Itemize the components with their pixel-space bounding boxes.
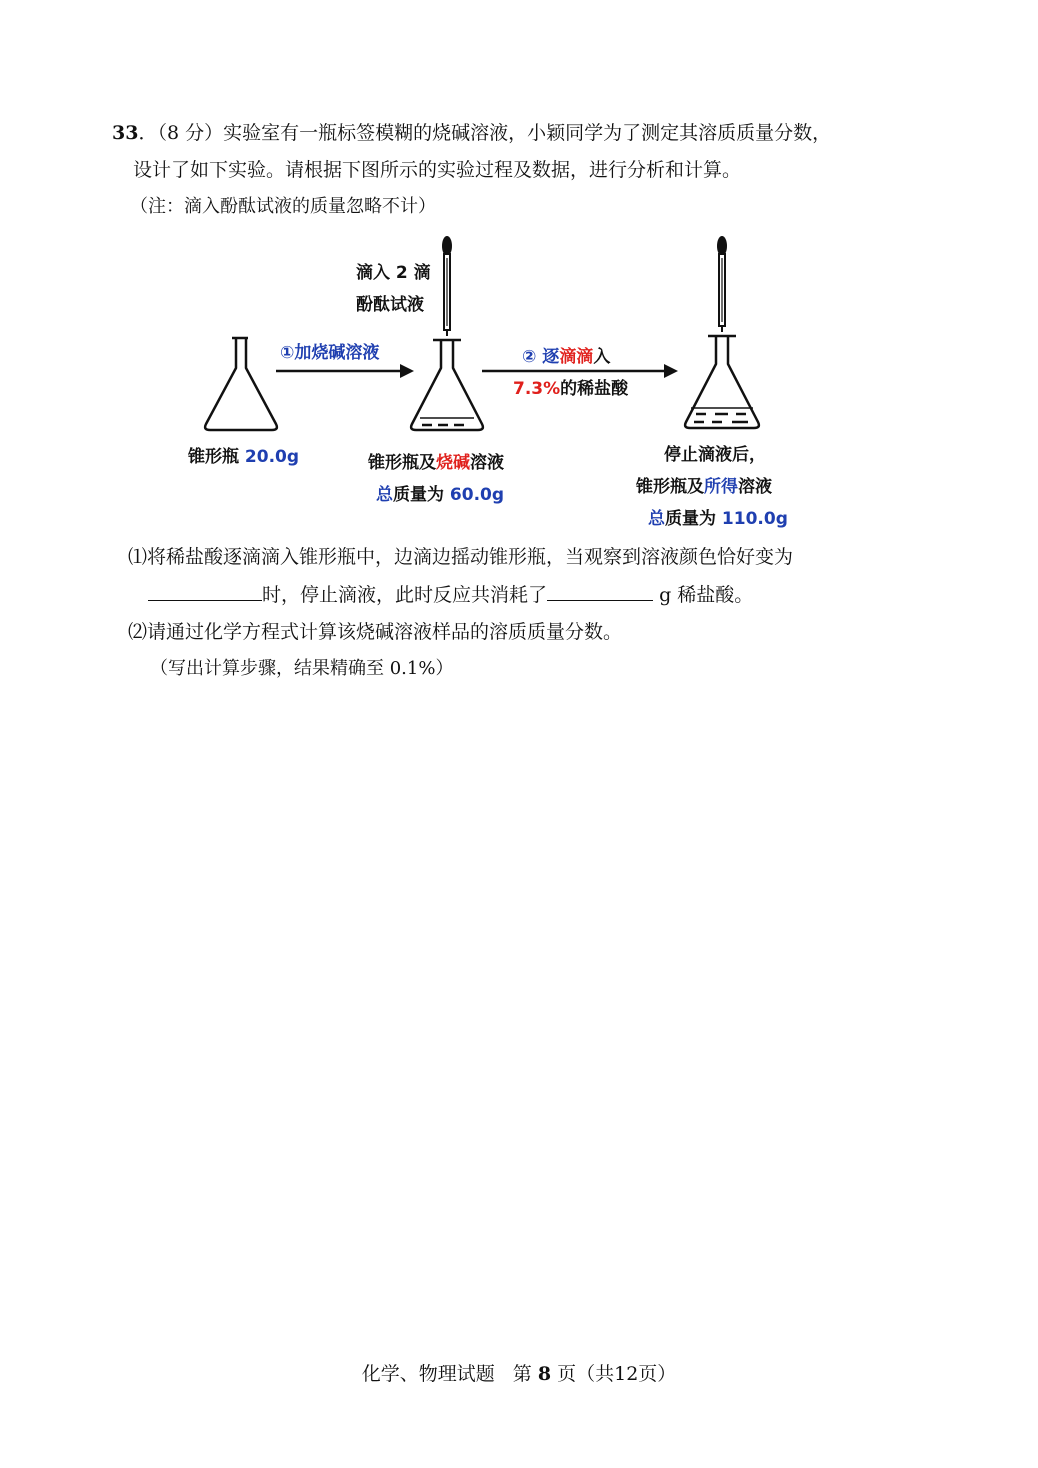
flask-2-total: 总 [376, 485, 393, 505]
part-2-line-2: （写出计算步骤，结果精确至 0.1%） [150, 658, 454, 679]
step-2-acid: 的稀盐酸 [560, 379, 629, 399]
dropper-2-icon [717, 236, 727, 332]
flask-3-total: 总 [648, 509, 665, 529]
flask-3-caption-b: 所得 [704, 477, 738, 497]
part-2-line-1: ⑵请通过化学方程式计算该烧碱溶液样品的溶质质量分数。 [128, 621, 623, 643]
footer-page-number: 8 [537, 1363, 552, 1385]
step-1-label: ①加烧碱溶液 [280, 343, 380, 363]
dropper-1-icon [442, 236, 452, 336]
flask-3-caption-line-1: 停止滴液后， [664, 445, 766, 465]
flask-2-caption-c: 溶液 [470, 453, 504, 473]
step-2-prefix: ② 逐 [522, 347, 560, 367]
question-intro-text-1: ．（8 分）实验室有一瓶标签模糊的烧碱溶液，小颖同学为了测定其溶质质量分数， [138, 122, 832, 144]
flask-3-caption-a: 锥形瓶及 [636, 477, 704, 497]
flask-3-caption-line-2 [636, 476, 772, 498]
flask-2-caption-b: 烧碱 [436, 453, 470, 473]
question-number: 33 [112, 122, 139, 144]
dropper-1-label-line-1: 滴入 2 滴 [356, 263, 431, 283]
mass-answer-blank[interactable] [547, 582, 653, 601]
flask-2-mass-label: 质量为 [393, 485, 444, 505]
flask-1-label: 锥形瓶 [188, 447, 239, 467]
step-2-label [522, 346, 610, 368]
flask-2-caption-a: 锥形瓶及 [368, 453, 436, 473]
flask-2-icon [411, 340, 483, 430]
part-1-mid-text: 时，停止滴液，此时反应共消耗了 [262, 584, 548, 606]
flask-1-mass: 20.0g [244, 447, 300, 467]
question-intro-line-1 [112, 121, 831, 145]
step-2-suffix: 入 [593, 347, 611, 367]
part-1-line-1: ⑴将稀盐酸逐滴滴入锥形瓶中，边滴边摇动锥形瓶，当观察到溶液颜色恰好变为 [128, 546, 794, 568]
experiment-diagram [170, 228, 850, 538]
part-1-line-2 [148, 582, 753, 607]
step-2-acid-label [513, 378, 628, 400]
step-2-concentration: 7.3% [513, 379, 561, 399]
flask-3-mass-label: 质量为 [665, 509, 716, 529]
dropper-1-label-line-2: 酚酞试液 [356, 295, 424, 315]
flask-3-icon [685, 336, 759, 428]
footer-page-suffix: 页） [638, 1363, 677, 1385]
flask-1-caption [188, 446, 299, 468]
question-intro-line-2: 设计了如下实验。请根据下图所示的实验过程及数据，进行分析和计算。 [133, 159, 742, 181]
footer-page-mid: 页（共 [557, 1363, 615, 1385]
step-2-drip: 滴滴 [559, 347, 594, 367]
flask-3-caption-line-3 [648, 508, 788, 530]
flask-3-mass: 110.0g [721, 509, 788, 529]
flask-2-caption-line-1 [368, 452, 504, 474]
footer-page-prefix: 第 [512, 1363, 532, 1385]
footer-subject: 化学、物理试题 [361, 1363, 495, 1385]
question-note: （注：滴入酚酞试液的质量忽略不计） [130, 196, 436, 217]
flask-1-icon [205, 338, 277, 430]
page-footer [0, 1362, 1038, 1386]
color-answer-blank[interactable] [148, 582, 262, 601]
footer-total-pages: 12 [614, 1363, 639, 1385]
part-1-end-text: g 稀盐酸。 [659, 584, 754, 606]
flask-2-caption-line-2 [376, 484, 504, 506]
flask-3-caption-c: 溶液 [738, 477, 772, 497]
flask-2-mass: 60.0g [449, 485, 505, 505]
arrow-1-icon [276, 364, 414, 378]
